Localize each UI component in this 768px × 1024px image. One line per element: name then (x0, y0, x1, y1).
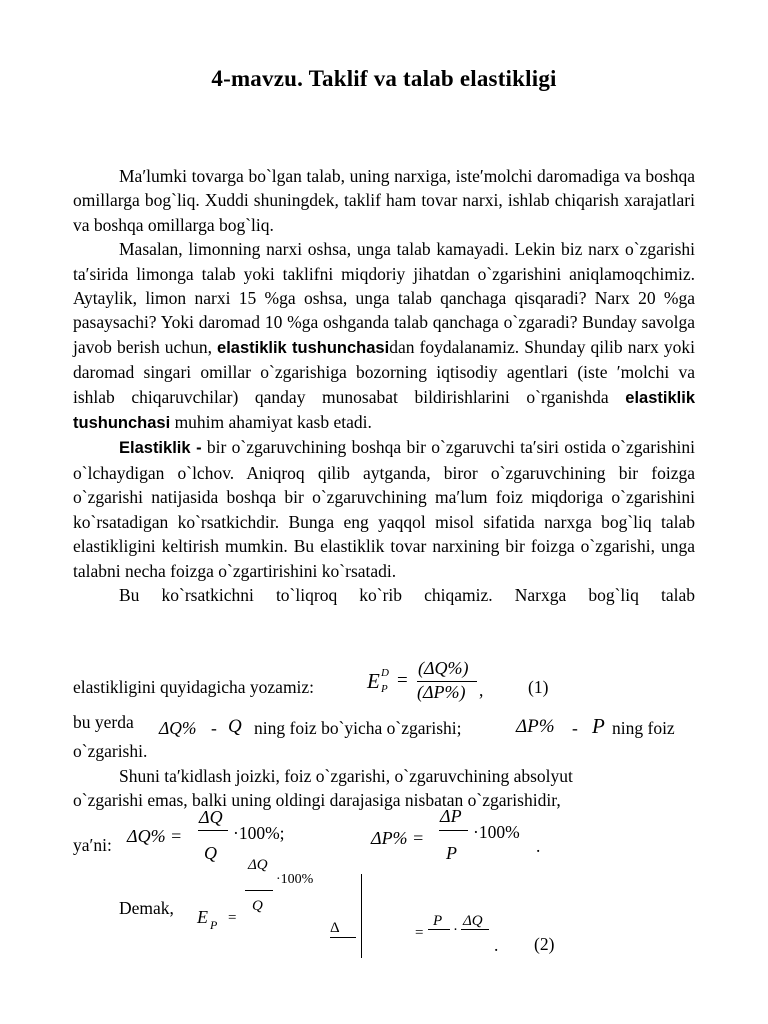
definition-lead: bu yerda (73, 712, 134, 732)
paragraph-1: Ma′lumki tovarga bo`lgan talab, uning narxiga, iste′molchi daromadiga va boshqa omillarga bog`liq. Xuddi shuningdek, taklif ham tovar narxi, ishlab chiqarish xarajatlari va boshqa omillarga bog`liq. (73, 166, 695, 235)
formula-2-lhs-2: ΔP% = (371, 828, 425, 848)
paragraph-3 (73, 435, 695, 582)
formula-3-dq: ΔQ (463, 913, 483, 929)
formula-2-end-dot: . (536, 836, 541, 856)
definition-dash-2: - (572, 718, 578, 738)
page-title: 4-mavzu. Taklif va talab elastikligi (211, 66, 557, 91)
definition-dp: ΔP% (516, 716, 555, 737)
formula-3-dq-bar (461, 929, 489, 930)
formula-3-dot: · (453, 922, 458, 938)
formula-3-p: P (433, 913, 443, 929)
formula-2-lhs-1: ΔQ% = (127, 826, 183, 846)
formula-3-delta: Δ (330, 920, 340, 936)
formula-2-denominator-2: P (446, 843, 457, 863)
formula-1-denominator: (ΔP%) (417, 682, 466, 702)
paragraph-5-line-1: Shuni ta′kidlash joizki, foiz o`zgarishi, o`zgaruvchining absolyut (119, 766, 573, 786)
formula-2-mul-1: ·100%; (233, 823, 285, 843)
formula-1-sub: P (381, 683, 388, 695)
formula-3-p-bar (428, 929, 450, 930)
bold-term-elastiklik: Elastiklik - (119, 439, 202, 458)
formula-3-eq: = (228, 910, 237, 926)
definition-dq: ΔQ% (159, 718, 197, 738)
definition-p: P (592, 714, 605, 738)
formula-3-delta-bar (330, 937, 356, 938)
formula-2-bar-1 (198, 830, 228, 831)
formula-2-bar-2 (439, 830, 468, 831)
bold-term-2: elastiklik tushunchasi (73, 388, 695, 433)
paragraph-2-text-d: muhim ahamiyat kasb etadi. (170, 412, 372, 433)
definition-dash-1: - (211, 718, 217, 738)
paragraph-3-text: bir o`zgaruvchining boshqa bir o`zgaruvchi ta′siri ostida o`zgarishini o`lchaydigan o`lchov. Aniqroq qilib aytganda, biror o`zgaruvchining bir foizga o`zgarishi natijasida boshqa bir o`zgaruvchining ma′lum foiz miqdoriga o`zgarishini ko`rsatadigan ko`rsatkichdir. Bunga eng yaqqol misol sifatida narxga bog`liq talab elastikligini keltirish mumkin. Bu elastiklik tovar narxining bir foizga o`zgarishi, unga talabni necha foizga o`zgartirishini ko`rsatadi. (73, 437, 695, 581)
formula-3-number: (2) (534, 934, 555, 954)
paragraph-2-text-a: Masalan, limonning narxi oshsa, unga talab kamayadi. Lekin biz narx o`zgarishi ta′sirida limonga talab yoki taklifni miqdoriy jihatdan o`zgarishini aniqlamoqchimiz. Aytaylik, limon narxi 15 %ga oshsa, unga talab qanchaga qisqaradi? Narx 20 %ga pasaysachi? Yoki daromad 10 %ga oshganda talab qanchaga o`zgaradi? Bunday savolga javob berish uchun, (73, 239, 695, 357)
formula-3-numerator: ΔQ (248, 857, 268, 873)
formula-1-eq: = (397, 670, 408, 691)
formula-3-ep-sub: P (210, 918, 218, 932)
formula-3-lead: Demak, (119, 898, 174, 918)
formula-3-vertical-rule (361, 874, 362, 958)
document-body (73, 164, 695, 607)
formula-1-lead: elastikligini quyidagicha yozamiz: (73, 677, 315, 697)
formula-2-denominator-1: Q (204, 843, 217, 863)
formula-1-comma: , (479, 680, 484, 700)
formula-2-numerator-2: ΔP (440, 806, 462, 826)
formula-3-bar (245, 890, 273, 891)
formula-2-lead: ya′ni: (73, 835, 112, 855)
formula-3-ep: E (197, 907, 208, 927)
bold-term-1: elastiklik tushunchasi (217, 338, 390, 357)
formula-1-sup: D (381, 667, 389, 679)
formula-1-lhs: E (367, 669, 380, 693)
formula-3-end: . (494, 935, 499, 955)
paragraph-5-line-2: o`zgarishi emas, balki uning oldingi darajasiga nisbatan o`zgarishidir, (73, 790, 561, 810)
paragraph-2 (73, 237, 695, 435)
formula-1-numerator: (ΔQ%) (418, 658, 469, 678)
formula-3-mul: ·100% (276, 872, 314, 887)
formula-3-eq-2: = (415, 925, 424, 941)
definition-q: Q (228, 716, 242, 737)
formula-2-mul-2: ·100% (473, 822, 520, 842)
formula-3-denominator: Q (252, 898, 263, 914)
definition-mid: ning foiz bo`yicha o`zgarishi; (254, 718, 462, 738)
paragraph-4: Bu ko`rsatkichni to`liqroq ko`rib chiqamiz. Narxga bog`liq talab (119, 584, 695, 605)
formula-2-numerator-1: ΔQ (199, 807, 223, 827)
formula-1-number: (1) (528, 677, 549, 697)
definition-end: ning foiz (612, 718, 675, 738)
definition-next: o`zgarishi. (73, 741, 148, 761)
paragraph-2-text-c: dan foydalanamiz. Shunday qilib narx yoki daromad singari omillar o`zgarishiga bozorning iqtisodiy agentlari (iste ′molchi va ishlab chiqaruvchilar) qanday munosabat bildirishlarini o`rganishda (73, 336, 695, 407)
